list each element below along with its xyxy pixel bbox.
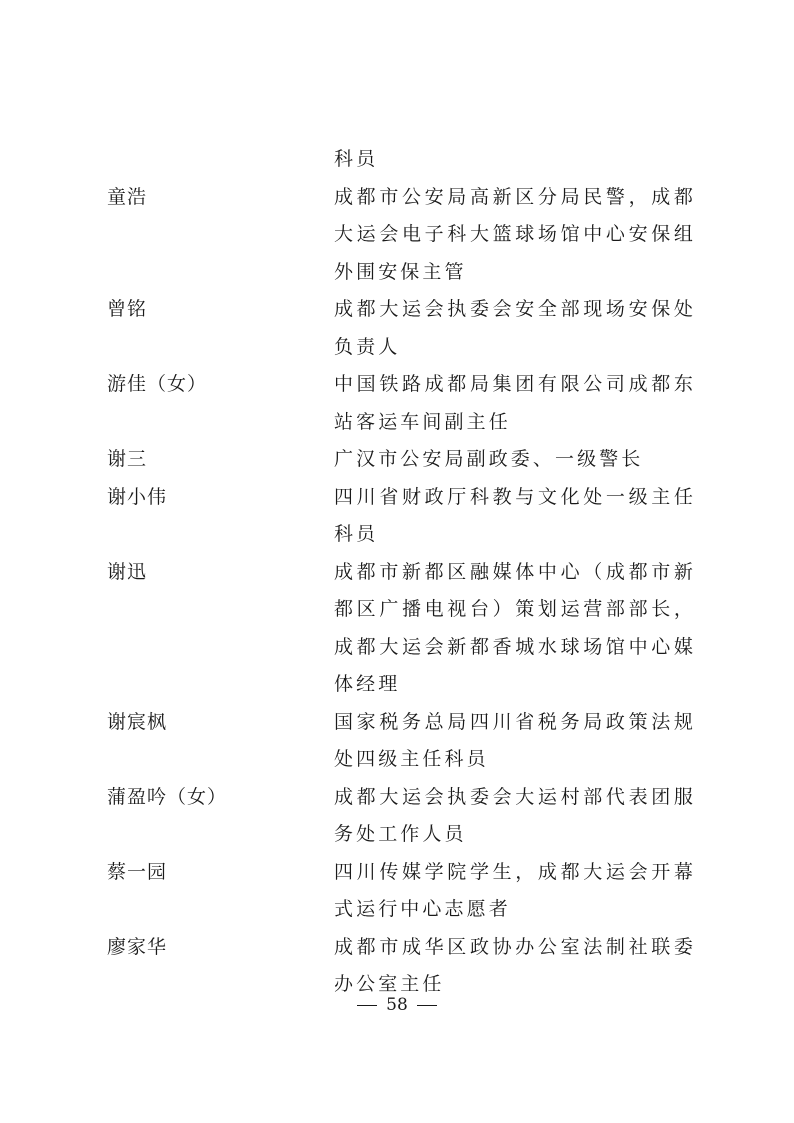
person-description: 成都市新都区融媒体中心（成都市新都区广播电视台）策划运营部部长，成都大运会新都香城水球场馆中心媒体经理 (334, 560, 696, 695)
list-item (0, 141, 794, 179)
person-name: 谢宸枫 (107, 710, 168, 733)
person-name: 谢三 (107, 448, 148, 470)
person-name: 游佳（女） (107, 373, 208, 395)
page-number: 58 (386, 995, 408, 1015)
list-item (0, 179, 794, 292)
person-description: 中国铁路成都局集团有限公司成都东站客运车间副主任 (334, 373, 696, 433)
list-item (0, 854, 794, 929)
person-name: 蒲盈吟（女） (107, 785, 228, 808)
person-description: 广汉市公安局副政委、一级警长 (334, 448, 644, 470)
list-item (0, 479, 794, 554)
person-name: 曾铭 (107, 298, 148, 320)
person-name: 谢迅 (107, 560, 148, 583)
list-item (0, 441, 794, 479)
person-name: 童浩 (107, 185, 148, 208)
person-description: 四川省财政厅科教与文化处一级主任科员 (334, 485, 696, 545)
person-description: 四川传媒学院学生，成都大运会开幕式运行中心志愿者 (334, 860, 696, 920)
person-description: 国家税务总局四川省税务局政策法规处四级主任科员 (334, 710, 696, 770)
name-list (0, 141, 794, 1004)
left-dash (357, 1005, 377, 1007)
page-footer (0, 990, 794, 1020)
list-item (0, 779, 794, 854)
person-description: 成都市公安局高新区分局民警，成都大运会电子科大篮球场馆中心安保组外围安保主管 (334, 185, 696, 283)
person-description: 成都大运会执委会大运村部代表团服务处工作人员 (334, 785, 696, 845)
person-description: 科员 (334, 148, 379, 170)
person-name: 蔡一园 (107, 860, 168, 883)
person-name: 谢小伟 (107, 485, 168, 508)
list-item (0, 366, 794, 441)
person-name: 廖家华 (107, 935, 168, 958)
list-item (0, 704, 794, 779)
person-description: 成都大运会执委会安全部现场安保处负责人 (334, 298, 696, 358)
right-dash (417, 1005, 437, 1007)
list-item (0, 291, 794, 366)
person-description: 成都市成华区政协办公室法制社联委办公室主任 (334, 935, 696, 995)
list-item (0, 554, 794, 704)
